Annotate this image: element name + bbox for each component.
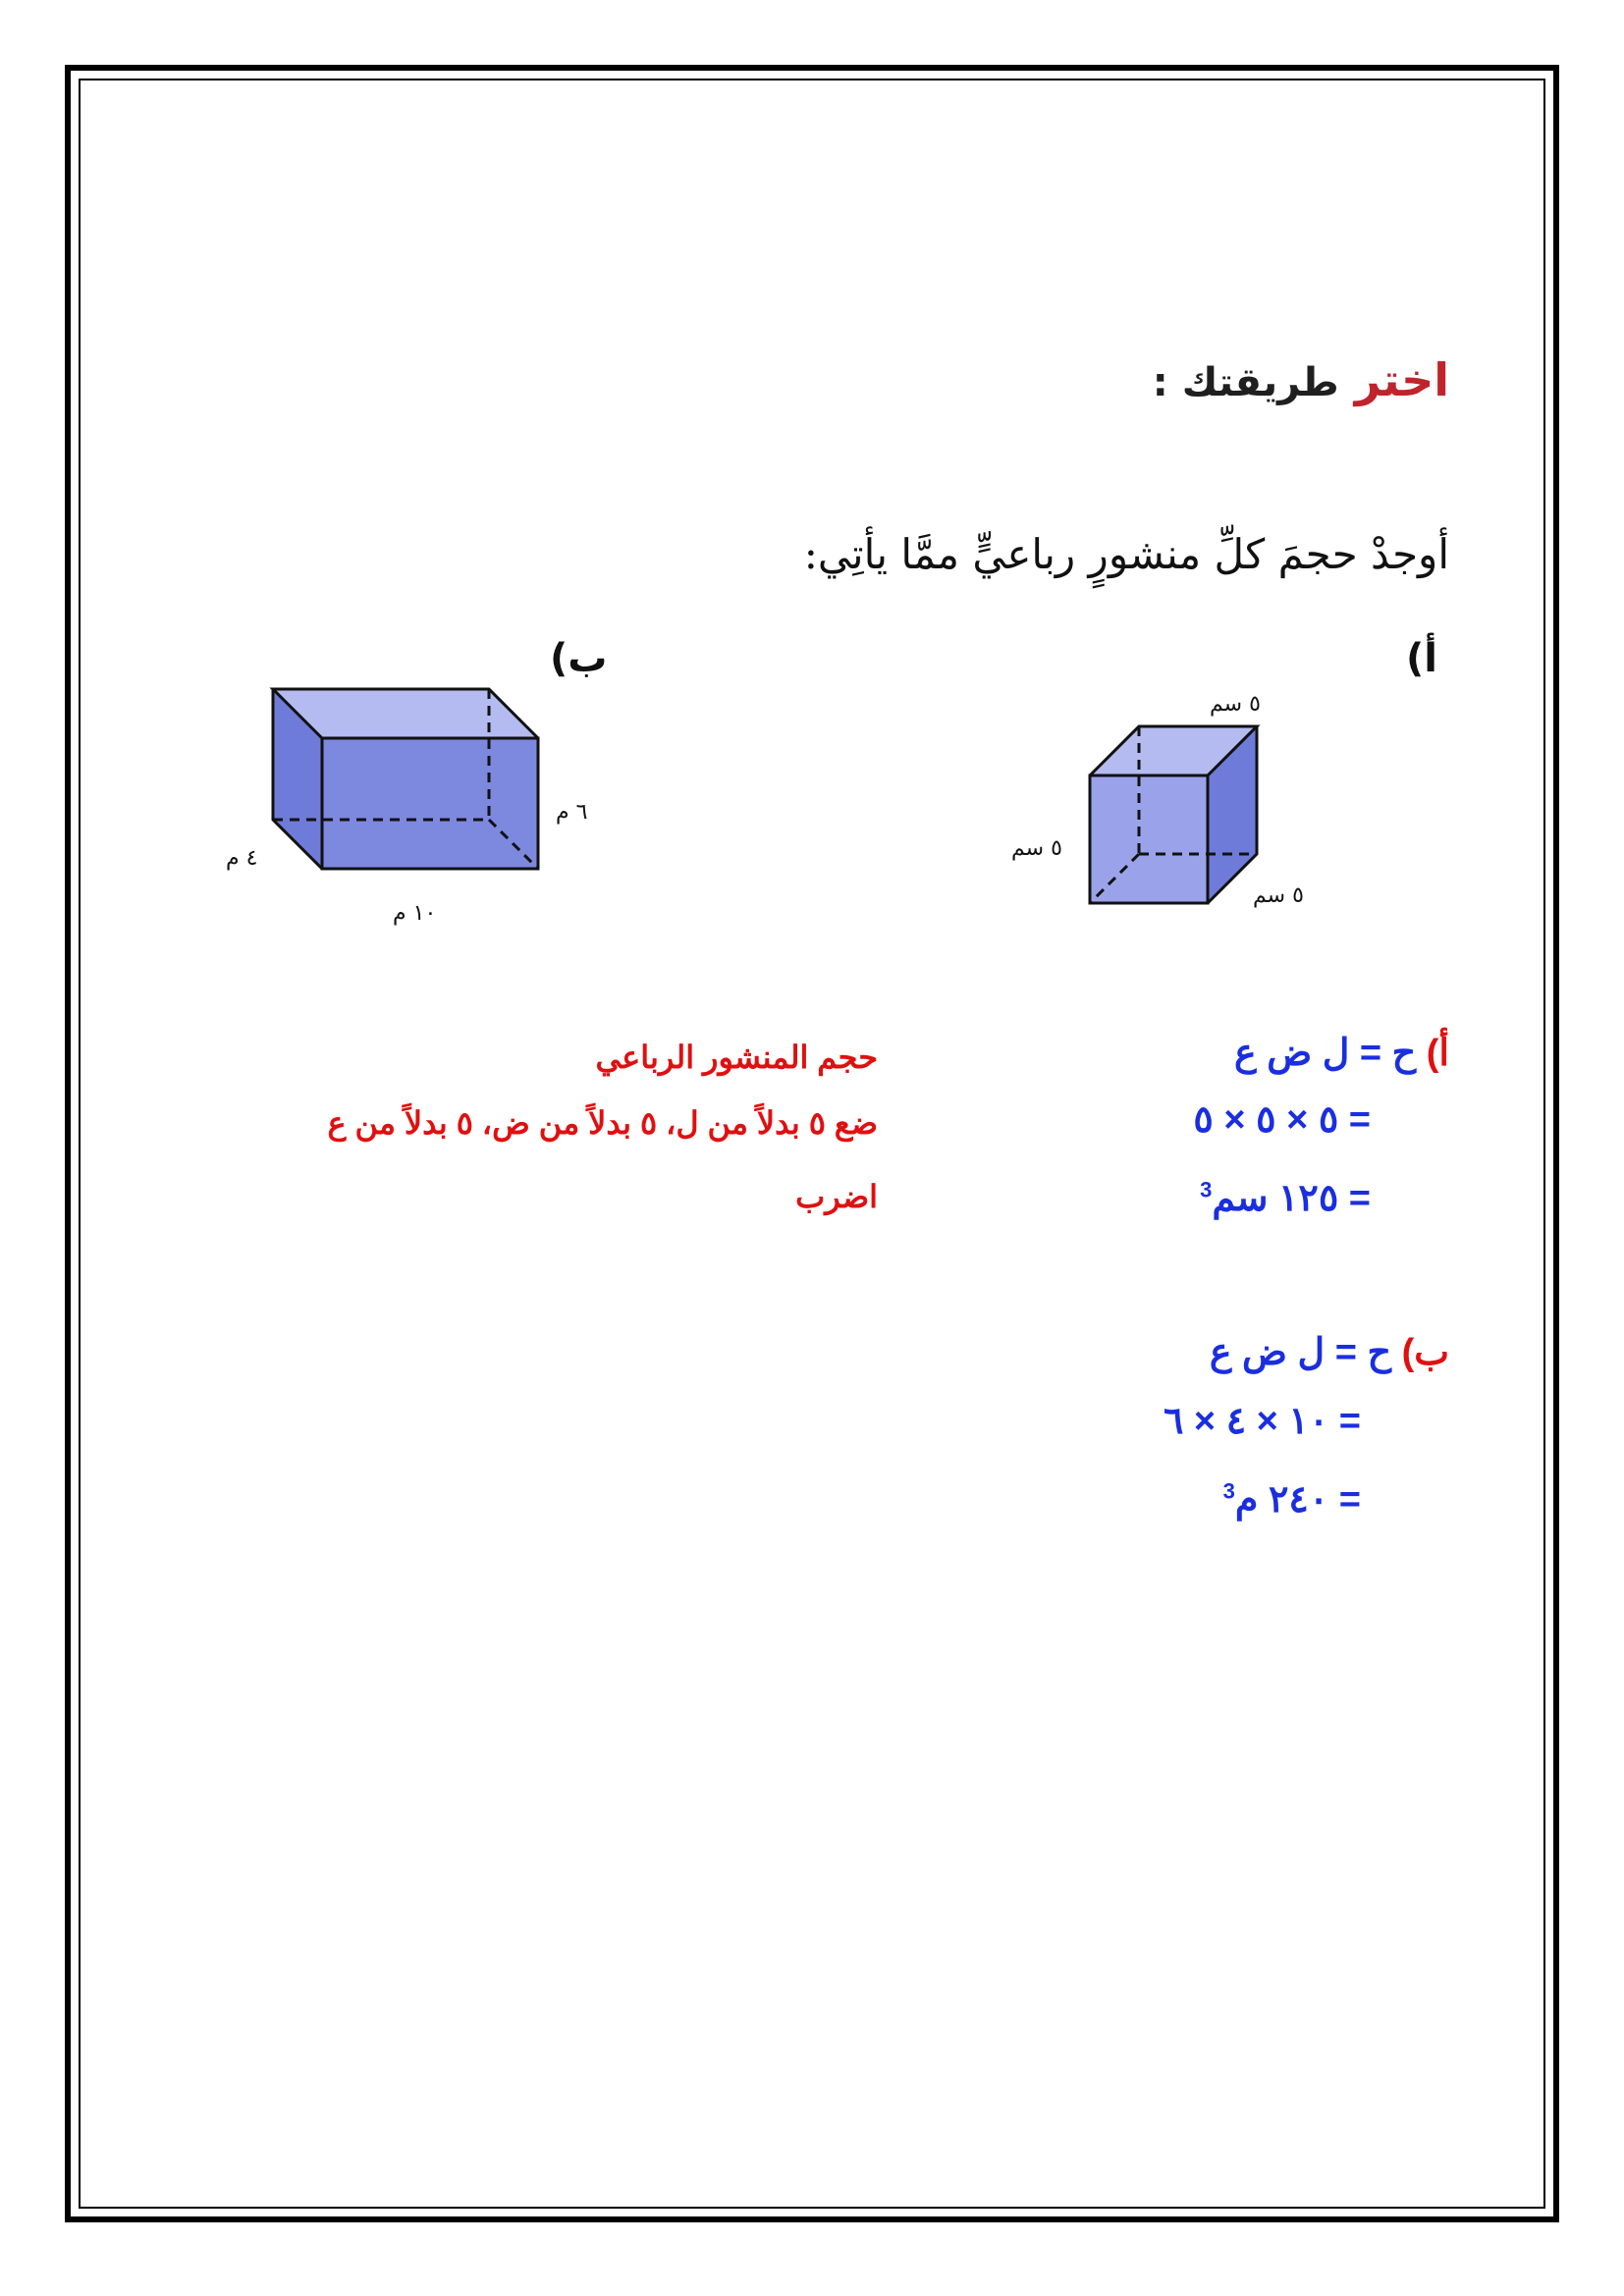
solution-a-result (1200, 1176, 1371, 1220)
solution-b-label: ب) (1401, 1332, 1449, 1373)
note-line2: ضع ٥ بدلاً من ل، ٥ بدلاً من ض، ٥ بدلاً من ع (327, 1105, 878, 1141)
exercise-instruction: أوجدْ حجمَ كلِّ منشورٍ رباعيٍّ ممَّا يأتِي: (803, 530, 1449, 578)
solution-b-line3: = ٢٤٠ م (1234, 1479, 1361, 1521)
solution-b-line1: ح = ل ض ع (1209, 1332, 1391, 1373)
solution-a-formula (1234, 1031, 1449, 1075)
note-line1: حجم المنشور الرباعي (595, 1040, 878, 1075)
solution-b-result (1223, 1477, 1361, 1522)
section-heading (1153, 353, 1449, 406)
figure-b-depth-dimension: ٤ م (226, 846, 258, 871)
solution-b-line2: = ١٠ × ٤ × ٦ (1163, 1401, 1361, 1442)
figure-b-label: ب) (550, 636, 608, 681)
heading-word-choose: اختر (1354, 353, 1449, 406)
figure-a-label: أ) (1406, 636, 1437, 681)
solution-a-line1: ح = ل ض ع (1234, 1033, 1417, 1074)
solution-b-unit-exponent: 3 (1222, 1478, 1235, 1504)
note-line3: اضرب (795, 1179, 878, 1214)
solution-a-unit-exponent: 3 (1200, 1177, 1213, 1202)
figure-b-prism (271, 687, 546, 883)
figure-a-left-dimension: ٥ سم (1011, 836, 1062, 861)
figure-b-length-dimension: ١٠ م (393, 901, 437, 926)
figure-b-height-dimension: ٦ م (556, 800, 588, 825)
heading-word-method: طريقتك : (1152, 360, 1339, 405)
solution-a-line3: = ١٢٥ سم (1212, 1178, 1371, 1219)
solution-a-label: أ) (1426, 1033, 1449, 1074)
figure-a-cube (1080, 721, 1276, 918)
solution-b-formula (1210, 1330, 1449, 1374)
solution-a-line2: = ٥ × ٥ × ٥ (1193, 1099, 1371, 1141)
figure-a-top-dimension: ٥ سم (1210, 692, 1261, 717)
figure-a-bottom-dimension: ٥ سم (1253, 883, 1304, 908)
